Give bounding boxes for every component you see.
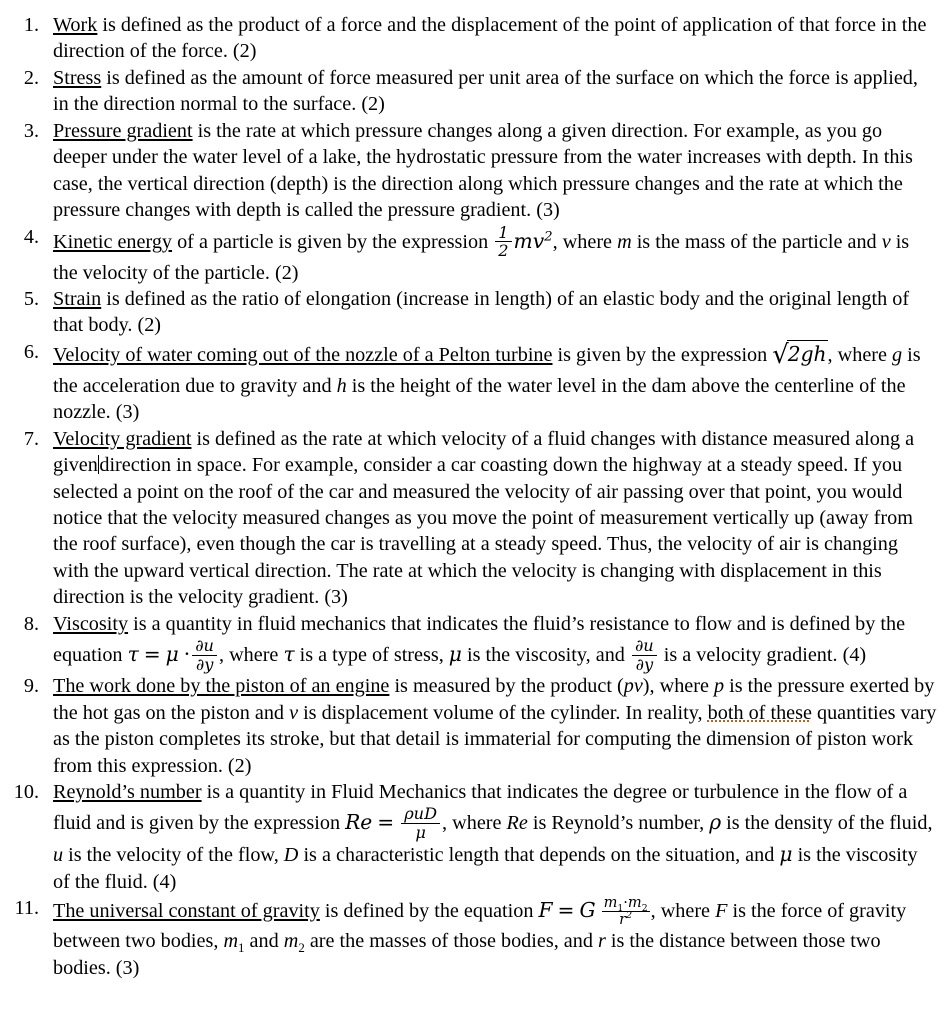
item-11-text-4: and [244,930,284,953]
list-item-7[interactable] [0,426,938,611]
inline-symbol-mu-2: μ [779,842,793,867]
dot-operator: · [623,895,628,912]
inline-fraction-du-dy [630,636,659,674]
fraction-denominator: ∂y [192,655,217,673]
term-reynolds-number: Reynold’s number [53,780,202,803]
inline-symbol-tau: τ [283,642,295,667]
item-10-text-6: is a characteristic length that depends on the situation, and [298,844,780,867]
symbol-m2-sub: 2 [641,903,648,915]
inline-symbol-p: p [713,675,725,698]
fraction-numerator: ρuD [404,804,438,824]
equals-sign: = [377,810,395,835]
term-stress: Stress [53,66,102,89]
inline-symbol-mu: μ [448,642,462,667]
grammar-flagged-text[interactable]: both of these [707,701,812,724]
item-9-text-4: is displacement volume of the cylinder. In reality, [298,701,708,724]
item-4-text-3: is the mass of the particle and [631,230,882,253]
item-11-text-6: is the distance between those two bodies. (3) [53,930,881,979]
list-item-7-body [53,428,914,609]
fraction-numerator: ∂u [634,636,654,656]
term-universal-gravity-constant: The universal constant of gravity [53,899,320,922]
inline-symbol-v: v [289,701,299,724]
fraction-numerator: 1 [498,222,509,242]
inline-sub-2: 2 [298,940,305,956]
list-item-5[interactable] [0,286,938,339]
symbol-tau: τ [127,642,139,667]
item-9-text-1: is measured by the product ( [389,675,624,698]
item-9-text-3: is the pressure exerted by the hot gas on the piston and [53,675,935,724]
item-6-text-1: is given by the expression [552,343,773,366]
symbol-m1-sub: 1 [617,903,624,915]
list-number-10: 10. [13,780,39,803]
list-number-9: 9. [23,675,39,698]
item-5-text: is defined as the ratio of elongation (increase in length) of an elastic body and the original length of that body. (2) [53,287,910,337]
list-item-10-body [53,781,933,893]
list-number-8: 8. [23,612,39,635]
term-pelton-velocity: Velocity of water coming out of the nozzle of a Pelton turbine [53,343,553,366]
fraction-du-dy [192,637,217,673]
radical-sign: √ [772,339,789,370]
inline-symbol-m2: m [283,930,299,953]
item-11-text-1: is defined by the equation [319,899,539,922]
list-item-6[interactable] [0,339,938,426]
item-10-text-2: , where [442,812,507,835]
list-number-7: 7. [23,427,39,450]
list-item-9[interactable] [0,673,938,779]
symbol-volume-v: v [633,675,643,698]
item-10-text-5: is the velocity of the flow, [63,844,284,867]
list-item-5-body [53,288,909,336]
symbol-mu: μ [165,642,179,667]
equals-sign: = [557,897,575,922]
item-4-text-4: is the velocity of the particle. (2) [53,230,910,284]
list-item-1-body [53,14,926,62]
list-item-3-body [53,120,913,221]
inline-symbol-F: F [715,899,728,922]
inline-sub-1: 1 [238,940,245,956]
item-1-text: is defined as the product of a force and the displacement of the point of application of that force in the direction of the force. (2) [53,14,927,63]
fraction-numerator [602,895,650,915]
term-velocity-gradient: Velocity gradient [53,427,192,450]
item-4-text-2: , where [552,230,618,253]
item-10-text-3: is Reynold’s number, [527,812,710,835]
symbol-m2-base: m [627,895,642,912]
symbol-F: F [538,897,553,922]
fraction-denominator: μ [401,823,440,841]
list-item-4-body [53,222,910,284]
symbol-m1-base: m [603,895,618,912]
list-item-11[interactable] [0,895,938,981]
item-8-text-5: is a velocity gradient. (4) [658,644,867,667]
item-7-text-2: direction in space. For example, consider a car coasting down the highway at a steady speed. If you selected a point on the roof of the car and measured the velocity of air passing over that point, you would notice that the velocity measured changes as you move the point of measurement vertically up (away from the roof surface), even though the car is travelling at a steady speed. Thus, the velocity of air is changing with the upward vertical direction. The rate at which the velocity is changing with displacement in this direction is the velocity gradient. (3) [53,454,913,609]
item-2-text: is defined as the amount of force measured per unit area of the surface on which the force is applied, in the direction normal to the surface. (2) [53,66,918,116]
exponent-two: 2 [544,228,553,244]
list-item-2[interactable] [0,65,938,118]
item-10-text-7: is the viscosity of the fluid. (4) [53,844,918,893]
item-10-text-1: is a quantity in Fluid Mechanics that indicates the degree or turbulence in the flow of a fluid and is given by the expression [53,780,908,835]
symbol-r-base: r [619,912,627,929]
inline-symbol-u: u [53,844,64,867]
equation-reynolds [345,804,442,842]
fraction-numerator: ∂u [195,636,214,656]
term-work: Work [53,14,98,36]
item-8-text-4: is the viscosity, and [461,644,630,667]
item-9-text-2: ), where [642,675,714,698]
item-7-text-1: is defined as the rate at which velocity of a fluid changes with distance measured along a given [53,427,915,477]
item-6-text-4: is the height of the water level in the dam above the centerline of the nozzle. (3) [53,374,906,424]
fraction-m1m2-r2 [602,895,650,928]
item-11-text-3: is the force of gravity between two bodies, [53,899,907,953]
list-number-1: 1. [23,14,39,36]
term-viscosity: Viscosity [53,612,129,635]
equation-gravity [538,895,651,929]
inline-symbol-g: g [892,343,903,366]
list-number-4: 4. [23,225,39,248]
definition-list [0,12,938,981]
item-11-text-2: , where [650,899,716,922]
list-number-5: 5. [23,287,39,310]
list-item-9-body [53,675,936,776]
list-item-1[interactable] [0,12,938,65]
item-10-text-4: is the density of the fluid, [721,812,933,835]
term-pressure-gradient: Pressure gradient [53,119,193,142]
fraction-denominator: 2 [495,241,511,259]
inline-symbol-r: r [597,930,606,953]
symbol-G: G [579,897,596,922]
inline-symbol-rho: ρ [709,810,722,835]
symbol-pressure-p: p [623,675,634,698]
inline-symbol-D: D [283,844,299,867]
equation-sqrt-2gh [772,339,827,373]
list-item-4[interactable] [0,224,938,286]
inline-symbol-m: m [617,230,632,253]
list-item-6-body [53,339,921,424]
item-8-text-1: is a quantity in fluid mechanics that indicates the fluid’s resistance to flow and is defined by the equation [53,612,906,667]
item-8-text-3: is a type of stress, [294,644,449,667]
symbol-r-exponent: 2 [626,910,633,922]
symbol-mass: m [513,228,533,253]
equation-kinetic-energy [493,222,553,261]
list-item-11-body [53,895,907,979]
item-4-text-1: of a particle is given by the expression [172,230,494,253]
item-6-text-3: is the acceleration due to gravity and [53,343,921,397]
equation-viscosity [127,636,219,674]
item-9-text-5: quantities vary as the piston completes its stroke, but that detail is immaterial for computing the dimension of piston work from this expression. (2) [53,701,937,777]
dot-operator: · [183,642,191,667]
list-number-2: 2. [23,66,39,89]
term-kinetic-energy: Kinetic energy [53,230,173,253]
list-number-6: 6. [23,340,39,363]
inline-symbol-m1: m [223,930,239,953]
term-piston-work: The work done by the piston of an engine [53,675,390,698]
list-number-11: 11. [14,897,39,920]
item-3-text: is the rate at which pressure changes along a given direction. For example, as you go deeper under the water level of a lake, the hydrostatic pressure from the water increases with depth. In this case, the vertical direction (depth) is the direction along which pressure changes and the rate at which the pressure changes with depth is called the pressure gradient. (3) [53,119,913,222]
inline-symbol-Re: Re [506,812,528,835]
symbol-velocity: v [532,228,545,253]
symbol-Re: Re [345,810,373,835]
list-item-3[interactable] [0,118,938,224]
equals-sign: = [143,642,161,667]
fraction-du-dy-2 [632,637,657,673]
list-item-10[interactable] [0,779,938,895]
inline-symbol-h: h [336,374,347,397]
list-number-3: 3. [23,119,39,142]
list-item-8-body [53,612,906,674]
fraction-rhouD-mu [401,805,440,841]
fraction-denominator: ∂y [632,655,657,673]
list-item-2-body [53,67,918,115]
list-item-8[interactable] [0,611,938,673]
item-8-text-2: , where [218,644,284,667]
inline-symbol-v: v [881,230,891,253]
term-strain: Strain [53,287,102,310]
radicand: 2gh [787,341,827,366]
item-11-text-5: are the masses of those bodies, and [304,930,598,953]
item-6-text-2: , where [827,343,893,366]
fraction-half [495,224,511,260]
